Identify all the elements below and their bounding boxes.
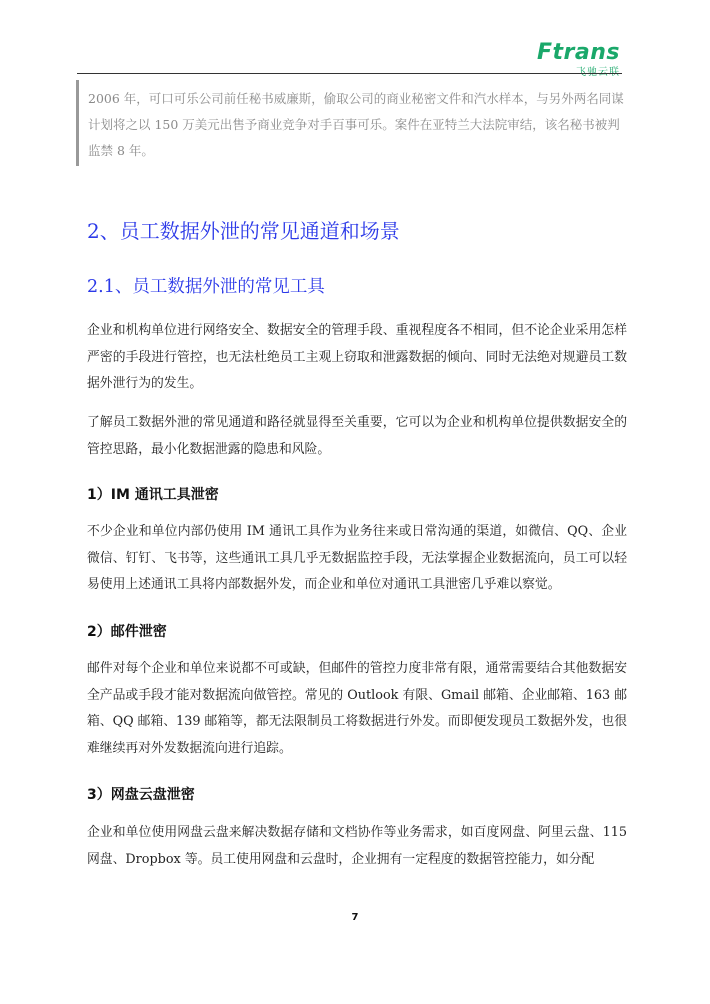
logo-brand: Ftrans xyxy=(537,40,620,65)
item-body-cloud-drive: 企业和单位使用网盘云盘来解决数据存储和文档协作等业务需求，如百度网盘、阿里云盘、115 网盘、Dropbox 等。员工使用网盘和云盘时，企业拥有一定程度的数据管控能力，如分配 xyxy=(87,825,627,867)
section-heading: 2、员工数据外泄的常见通道和场景 xyxy=(87,219,400,243)
item-body-email: 邮件对每个企业和单位来说都不可或缺，但邮件的管控力度非常有限，通常需要结合其他数据安全产品或手段才能对数据流向做管控。常见的 Outlook 有限、Gmail 邮箱、企业邮箱、163 邮箱、QQ 邮箱、139 邮箱等，都无法限制员工将数据进行外发。而即便发现员工数据外发，也很难继续再对外发数据流向进行追踪。 xyxy=(87,661,627,756)
item-body-im: 不少企业和单位内部仍使用 IM 通讯工具作为业务往来或日常沟通的渠道，如微信、QQ、企业微信、钉钉、飞书等，这些通讯工具几乎无数据监控手段，无法掌握企业数据流向，员工可以轻易使用上述通讯工具将内部数据外发，而企业和单位对通讯工具泄密几乎难以察觉。 xyxy=(87,524,627,592)
logo-subtitle xyxy=(537,63,620,78)
item-heading-cloud-drive: 3）网盘云盘泄密 xyxy=(87,787,195,803)
subsection-heading: 2.1、员工数据外泄的常见工具 xyxy=(87,277,325,297)
header-divider xyxy=(77,73,622,74)
intro-paragraph-1: 企业和机构单位进行网络安全、数据安全的管理手段、重视程度各不相同，但不论企业采用怎样严密的手段进行管控，也无法杜绝员工主观上窃取和泄露数据的倾向、同时无法绝对规避员工数据外泄行为的发生。 xyxy=(87,323,627,391)
intro-paragraph-2: 了解员工数据外泄的常见通道和路径就显得至关重要，它可以为企业和机构单位提供数据安全的管控思路，最小化数据泄露的隐患和风险。 xyxy=(87,415,627,457)
item-heading-email: 2）邮件泄密 xyxy=(87,624,167,640)
case-quote-text: 2006 年，可口可乐公司前任秘书威廉斯，偷取公司的商业秘密文件和汽水样本，与另外两名同谋计划将之以 150 万美元出售予商业竞争对手百事可乐。案件在亚特兰大法院审结，该名秘书被判监禁 8 年。 xyxy=(88,91,624,158)
case-quote-block xyxy=(76,80,631,166)
page-number: 7 xyxy=(351,912,359,923)
item-heading-im: 1）IM 通讯工具泄密 xyxy=(87,487,219,503)
